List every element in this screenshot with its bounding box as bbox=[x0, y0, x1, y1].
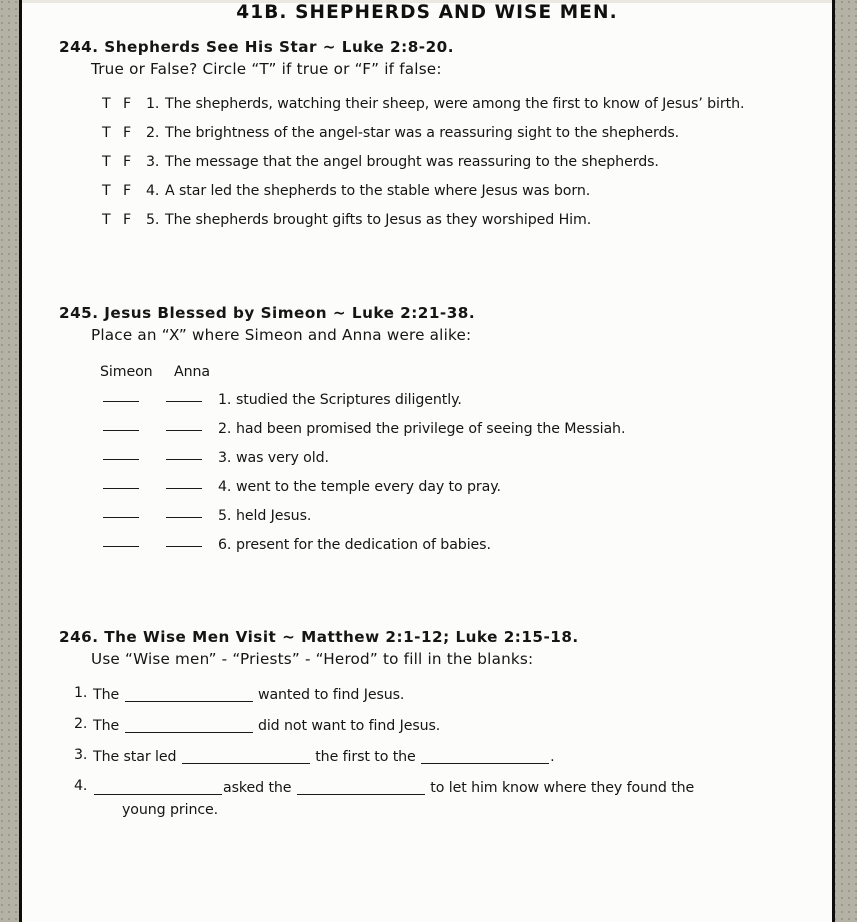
item-text: held Jesus. bbox=[236, 508, 312, 524]
item-text-after: to let him know where they found the bbox=[430, 780, 695, 796]
column-label-anna: Anna bbox=[174, 364, 210, 380]
false-option[interactable]: F bbox=[123, 154, 132, 170]
item-number: 3. bbox=[218, 450, 232, 466]
item-text: The message that the angel brought was reassuring to the shepherds. bbox=[165, 154, 659, 170]
answer-blank[interactable] bbox=[182, 763, 310, 764]
item-number: 6. bbox=[218, 537, 232, 553]
false-option[interactable]: F bbox=[123, 183, 132, 199]
section-246 bbox=[22, 628, 832, 821]
item-text: was very old. bbox=[236, 450, 329, 466]
simeon-blank[interactable] bbox=[103, 401, 139, 402]
checklist-row[interactable] bbox=[22, 421, 832, 450]
section-244-heading: 244. Shepherds See His Star ~ Luke 2:8-20. bbox=[59, 38, 454, 56]
answer-blank[interactable] bbox=[421, 763, 549, 764]
anna-blank[interactable] bbox=[166, 430, 202, 431]
true-false-row[interactable] bbox=[22, 212, 832, 241]
true-option[interactable]: T bbox=[102, 154, 111, 170]
true-option[interactable]: T bbox=[102, 96, 111, 112]
simeon-blank[interactable] bbox=[103, 546, 139, 547]
item-number: 4. bbox=[146, 183, 160, 199]
true-false-row[interactable] bbox=[22, 96, 832, 125]
column-label-simeon: Simeon bbox=[100, 364, 153, 380]
item-text-before: The bbox=[93, 718, 120, 734]
item-number: 5. bbox=[218, 508, 232, 524]
section-244-item-list bbox=[22, 96, 832, 241]
item-text-continuation: young prince. bbox=[122, 802, 219, 818]
checklist-row[interactable] bbox=[22, 479, 832, 508]
fill-blank-row[interactable] bbox=[22, 747, 832, 778]
page-title: 41B. SHEPHERDS AND WISE MEN. bbox=[236, 2, 618, 23]
false-option[interactable]: F bbox=[123, 125, 132, 141]
fill-blank-row[interactable] bbox=[22, 685, 832, 716]
fill-blank-row[interactable] bbox=[22, 778, 832, 821]
simeon-blank[interactable] bbox=[103, 430, 139, 431]
section-246-item-list bbox=[22, 685, 832, 821]
anna-blank[interactable] bbox=[166, 488, 202, 489]
item-text-after: wanted to find Jesus. bbox=[257, 687, 405, 703]
checklist-row[interactable] bbox=[22, 537, 832, 566]
false-option[interactable]: F bbox=[123, 96, 132, 112]
item-text-after: did not want to find Jesus. bbox=[257, 718, 441, 734]
section-245 bbox=[22, 304, 832, 566]
section-244-instruction: True or False? Circle “T” if true or “F” if false: bbox=[91, 60, 442, 78]
item-text: The brightness of the angel-star was a reassuring sight to the shepherds. bbox=[165, 125, 680, 141]
checklist-row[interactable] bbox=[22, 392, 832, 421]
item-number: 4. bbox=[218, 479, 232, 495]
item-text-before: The bbox=[93, 687, 120, 703]
item-number: 3. bbox=[146, 154, 160, 170]
true-option[interactable]: T bbox=[102, 183, 111, 199]
section-244 bbox=[22, 38, 832, 241]
true-false-row[interactable] bbox=[22, 183, 832, 212]
item-number: 2. bbox=[218, 421, 232, 437]
fill-blank-row[interactable] bbox=[22, 716, 832, 747]
item-number: 5. bbox=[146, 212, 160, 228]
simeon-blank[interactable] bbox=[103, 517, 139, 518]
true-false-row[interactable] bbox=[22, 125, 832, 154]
item-number: 3. bbox=[74, 747, 88, 763]
section-245-item-list bbox=[22, 392, 832, 566]
item-text: A star led the shepherds to the stable where Jesus was born. bbox=[165, 183, 591, 199]
item-text: studied the Scriptures diligently. bbox=[236, 392, 462, 408]
item-text: The shepherds, watching their sheep, were among the first to know of Jesus’ birth. bbox=[165, 96, 745, 112]
answer-blank[interactable] bbox=[125, 732, 253, 733]
item-number: 2. bbox=[74, 716, 88, 732]
anna-blank[interactable] bbox=[166, 459, 202, 460]
anna-blank[interactable] bbox=[166, 401, 202, 402]
item-number: 1. bbox=[74, 685, 88, 701]
checklist-row[interactable] bbox=[22, 508, 832, 537]
item-text-before: The star led bbox=[93, 749, 177, 765]
true-option[interactable]: T bbox=[102, 125, 111, 141]
answer-blank[interactable] bbox=[297, 794, 425, 795]
anna-blank[interactable] bbox=[166, 546, 202, 547]
item-text: The shepherds brought gifts to Jesus as they worshiped Him. bbox=[165, 212, 592, 228]
section-245-heading: 245. Jesus Blessed by Simeon ~ Luke 2:21-38. bbox=[59, 304, 476, 322]
section-246-heading: 246. The Wise Men Visit ~ Matthew 2:1-12; Luke 2:15-18. bbox=[59, 628, 579, 646]
simeon-blank[interactable] bbox=[103, 459, 139, 460]
section-246-instruction: Use “Wise men” - “Priests” - “Herod” to fill in the blanks: bbox=[91, 650, 534, 668]
item-text: went to the temple every day to pray. bbox=[236, 479, 501, 495]
item-number: 2. bbox=[146, 125, 160, 141]
false-option[interactable]: F bbox=[123, 212, 132, 228]
item-text: present for the dedication of babies. bbox=[236, 537, 491, 553]
answer-blank[interactable] bbox=[125, 701, 253, 702]
section-245-instruction: Place an “X” where Simeon and Anna were alike: bbox=[91, 326, 472, 344]
item-text-after: . bbox=[550, 749, 555, 765]
item-text-middle: the first to the bbox=[315, 749, 416, 765]
worksheet-page bbox=[19, 0, 835, 922]
simeon-blank[interactable] bbox=[103, 488, 139, 489]
column-labels bbox=[22, 364, 832, 380]
anna-blank[interactable] bbox=[166, 517, 202, 518]
item-text-middle: asked the bbox=[223, 780, 292, 796]
answer-blank[interactable] bbox=[94, 794, 222, 795]
item-number: 4. bbox=[74, 778, 88, 794]
item-text: had been promised the privilege of seeing the Messiah. bbox=[236, 421, 626, 437]
checklist-row[interactable] bbox=[22, 450, 832, 479]
true-false-row[interactable] bbox=[22, 154, 832, 183]
item-number: 1. bbox=[146, 96, 160, 112]
item-number: 1. bbox=[218, 392, 232, 408]
true-option[interactable]: T bbox=[102, 212, 111, 228]
